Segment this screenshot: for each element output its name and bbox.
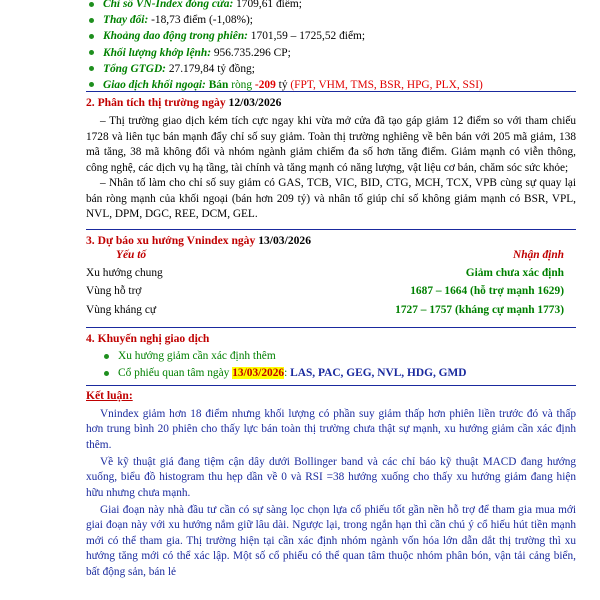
conclusion-paragraph-2: Về kỹ thuật giá đang tiệm cận dây dưới Bollinger band và các chỉ báo kỹ thuật MACD đang hướng xuống, biểu đồ histogram thu hẹp dần về 0 và RSI =38 hướng xuống cho thấy xu hướng giảm đang hiện hữu nhưng chưa mạnh.: [86, 456, 576, 499]
list-item: Xu hướng giảm cần xác định thêm: [118, 348, 466, 365]
stat-change: Thay đổi: -18,73 điểm (-1,08%);: [103, 12, 573, 28]
recommendation-list: [118, 348, 466, 381]
table-row: Xu hướng chung Giảm chưa xác định: [86, 267, 564, 280]
section2-paragraph-1: – Thị trường giao dịch kém tích cực ngay khi vừa mở cửa đã tạo gáp giảm 12 điểm so với tham chiếu 1728 và liên tục bán mạnh đẩy chỉ số suy giảm. Toàn thị trường nghiêng về bên bán với 205 mã giảm, 138 mã tăng, 38 mã không đổi và nhóm ngành giảm chiếm đa số hơn tăng điểm. Giảm mạnh có viễn thông, công nghệ, các dịch vụ hạ tầng, tài chính và tăng mạnh có năng lượng, vật liệu cơ bản, chăm sóc sức khỏe;: [86, 115, 576, 174]
forecast-table: [86, 246, 564, 319]
section4-heading: 4. Khuyến nghị giao dịch: [86, 332, 210, 345]
table-row: Vùng hỗ trợ 1687 – 1664 (hỗ trợ mạnh 1629): [86, 285, 564, 298]
stat-vnindex-close: Chỉ số VN-Index đóng cửa: 1709,61 điểm;: [103, 0, 573, 12]
market-stats-list: [103, 0, 573, 93]
section-divider: [86, 229, 576, 230]
forecast-table-header: Yếu tố Nhận định: [116, 249, 564, 261]
stat-volume: Khối lượng khớp lệnh: 956.735.296 CP;: [103, 45, 573, 61]
section3-heading: 3. Dự báo xu hướng Vnindex ngày 13/03/2026: [86, 234, 312, 247]
conclusion-title: Kết luận:: [86, 389, 133, 402]
stat-range: Khoảng dao động trong phiên: 1701,59 – 1725,52 điểm;: [103, 28, 573, 44]
section-divider: [86, 91, 576, 92]
section2-paragraph-2: – Nhân tố làm cho chỉ số suy giảm có GAS, TCB, VIC, BID, CTG, MCH, TCX, VPB cùng sự quay lại bán ròng mạnh của khối ngoại (bán hơn 209 tỷ) và nhân tố giúp chỉ số không giảm mạnh có BSR, VPL, NVL, DPM, DGC, REE, DCM, GEL.: [86, 177, 576, 221]
section-divider: [86, 385, 576, 386]
list-item: Cổ phiếu quan tâm ngày 13/03/2026: LAS, PAC, GEG, NVL, HDG, GMD: [118, 365, 466, 382]
section-divider: [86, 327, 576, 328]
stat-foreign-trading: Giao dịch khối ngoại: Bán ròng -209 tỷ (FPT, VHM, TMS, BSR, HPG, PLX, SSI): [103, 77, 573, 93]
conclusion-paragraph-1: Vnindex giảm hơn 18 điểm nhưng khối lượng có phần suy giảm thấp hơn phiên liền trước đó và thấp hơn trung bình 20 phiên cho thấy lực bán toàn thị trường chưa thật sự mạnh, xu hướng giảm cần xác định thêm.: [86, 408, 576, 451]
stat-total-value: Tổng GTGD: 27.179,84 tỷ đồng;: [103, 61, 573, 77]
section2-heading: 2. Phân tích thị trường ngày 12/03/2026: [86, 96, 282, 109]
conclusion-paragraph-3: Giai đoạn này nhà đầu tư cần có sự sàng lọc chọn lựa cổ phiếu tốt gần nền hỗ trợ để tham gia mua mới giai đoạn này với xu hướng nắm giữ lâu dài. Ngược lại, trong ngắn hạn thì cần chú ý cổ hiếu hút tiền mạnh mới có thể tham gia. Thị trường hiện tại cần xác định nhóm ngành vốn hóa lớn dẫn dắt thị trường thì xu hướng tăng mới có thể xác lập. Một số cổ phiếu có thể quan tâm thuộc nhóm phân bón, vận tải cảng biển, bất động sản, bán lẻ: [86, 504, 576, 578]
table-row: Vùng kháng cự 1727 – 1757 (kháng cự mạnh 1773): [86, 303, 564, 316]
